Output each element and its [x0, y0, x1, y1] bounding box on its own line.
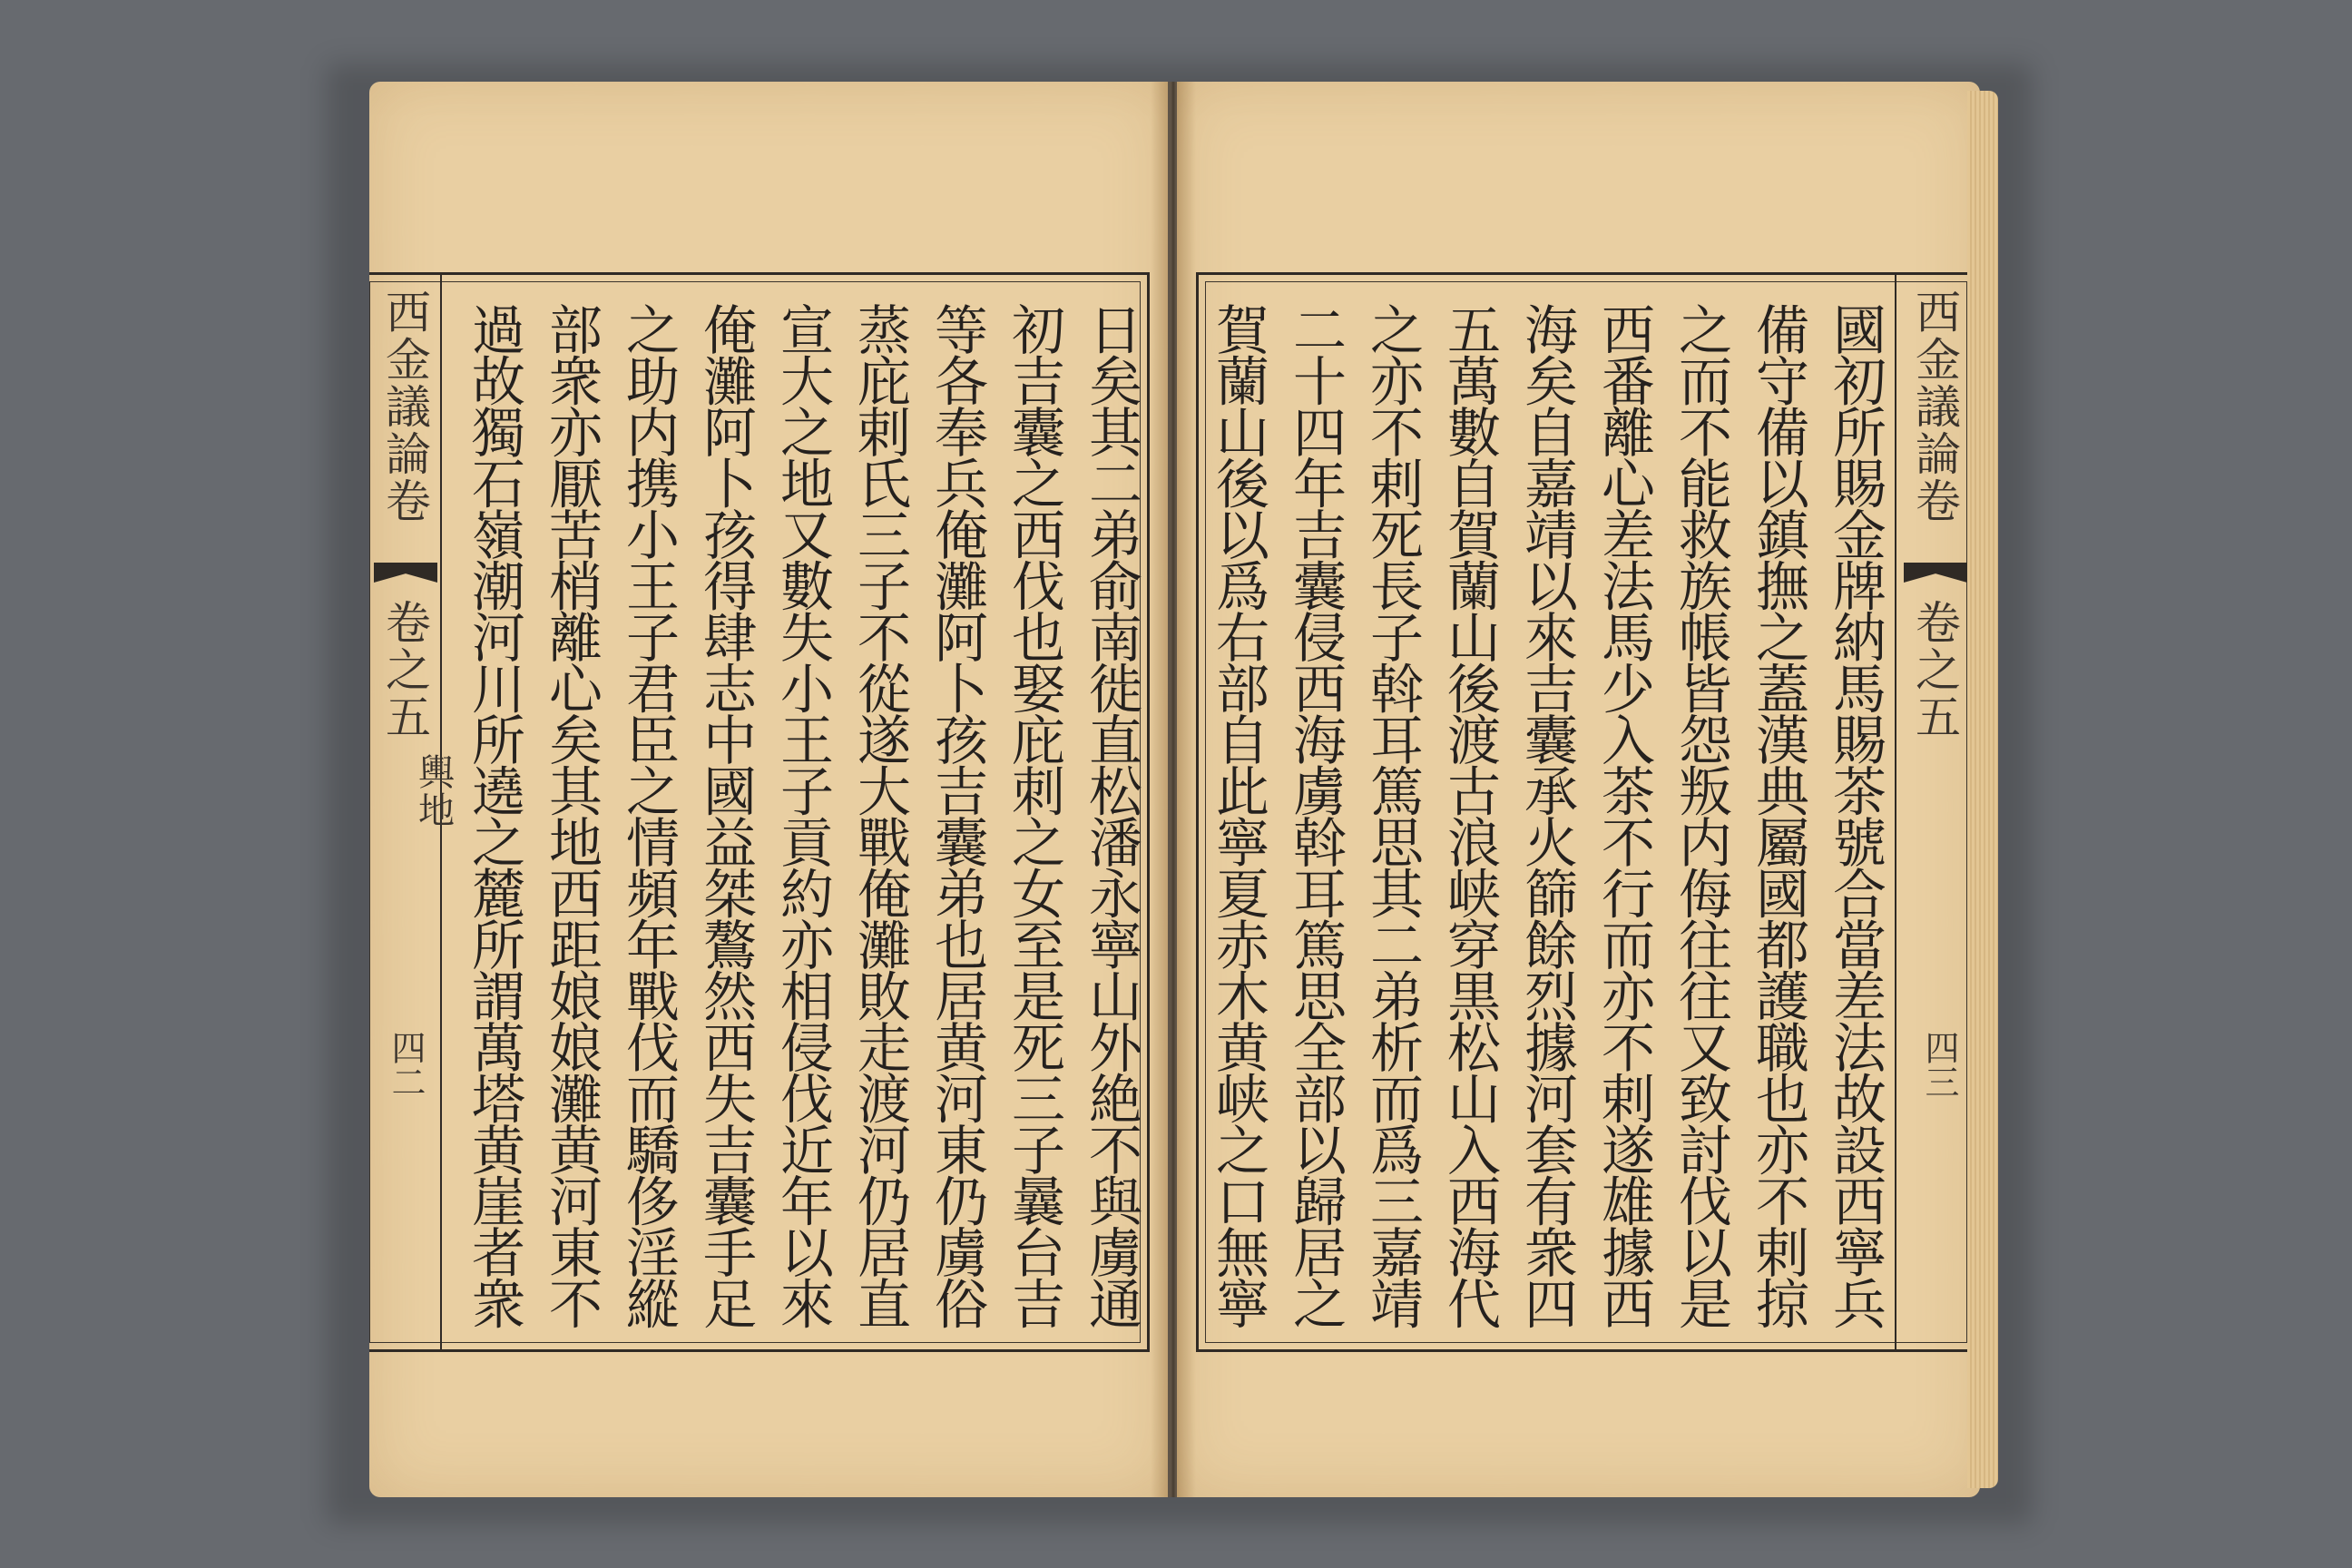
right-margin-title: 西金議論卷 [1908, 289, 1961, 524]
left-margin-volume: 卷之五 [378, 599, 431, 740]
left-text-column-7: 之助内携小王子君臣之情頻年戰伐而驕侈淫縱 [617, 302, 680, 1328]
left-text-column-8: 部衆亦厭苦梢離心矣其地西距娘娘灘黄河東不 [540, 302, 603, 1328]
right-text-column-2: 備守備以鎮撫之蓋漢典屬國都護職也亦不剌掠 [1747, 302, 1809, 1328]
left-margin-title: 西金議論卷 [378, 289, 431, 524]
right-text-column-8: 二十四年吉囊侵西海虜斡耳篤思全部以歸居之 [1284, 302, 1347, 1328]
right-page-number: 四三 [1919, 1030, 1959, 1099]
left-text-column-1: 日矣其二弟俞南徙直松潘永寧山外絶不與虜通 [1080, 302, 1142, 1328]
book-gutter [1151, 82, 1196, 1497]
right-text-column-3: 之而不能救族帳皆怨叛内侮往往又致討伐以是 [1670, 302, 1732, 1328]
right-margin-volume: 卷之五 [1908, 599, 1961, 740]
left-page-number: 四二 [386, 1030, 426, 1099]
right-text-column-6: 五萬數自賀蘭山後渡古浪峡穿黒松山入西海代 [1438, 302, 1501, 1328]
right-fold-line [1895, 272, 1896, 1352]
page-edges [1967, 91, 1998, 1488]
left-margin-section: 輿地 [412, 753, 455, 829]
left-text-column-3: 等各奉兵俺灘阿卜孩吉囊弟也居黄河東仍虜俗 [926, 302, 988, 1328]
left-text-column-5: 宣大之地又數失小王子貢約亦相侵伐近年以來 [771, 302, 834, 1328]
left-text-column-6: 俺灘阿卜孩得肆志中國益桀鷔然西失吉囊手足 [694, 302, 757, 1328]
left-text-column-2: 初吉囊之西伐也娶庇刺之女至是死三子曩台吉 [1003, 302, 1065, 1328]
right-text-column-7: 之亦不剌死長子斡耳篤思其二弟析而爲三嘉靖 [1361, 302, 1424, 1328]
left-text-column-9: 過故獨石嶺潮河川所遶之麓所謂萬塔黄崖者衆 [463, 302, 525, 1328]
right-text-column-5: 海矣自嘉靖以來吉囊承火篩餘烈據河套有衆四 [1515, 302, 1578, 1328]
left-text-column-4: 蒸庇剌氏三子不從遂大戰俺灘敗走渡河仍居直 [848, 302, 911, 1328]
right-text-column-9: 賀蘭山後以爲右部自此寧夏赤木黄峡之口無寧 [1207, 302, 1269, 1328]
right-text-column-4: 西番離心差法馬少入茶不行而亦不剌遂雄據西 [1592, 302, 1655, 1328]
right-text-column-1: 國初所賜金牌納馬賜茶號合當差法故設西寧兵 [1824, 302, 1886, 1328]
